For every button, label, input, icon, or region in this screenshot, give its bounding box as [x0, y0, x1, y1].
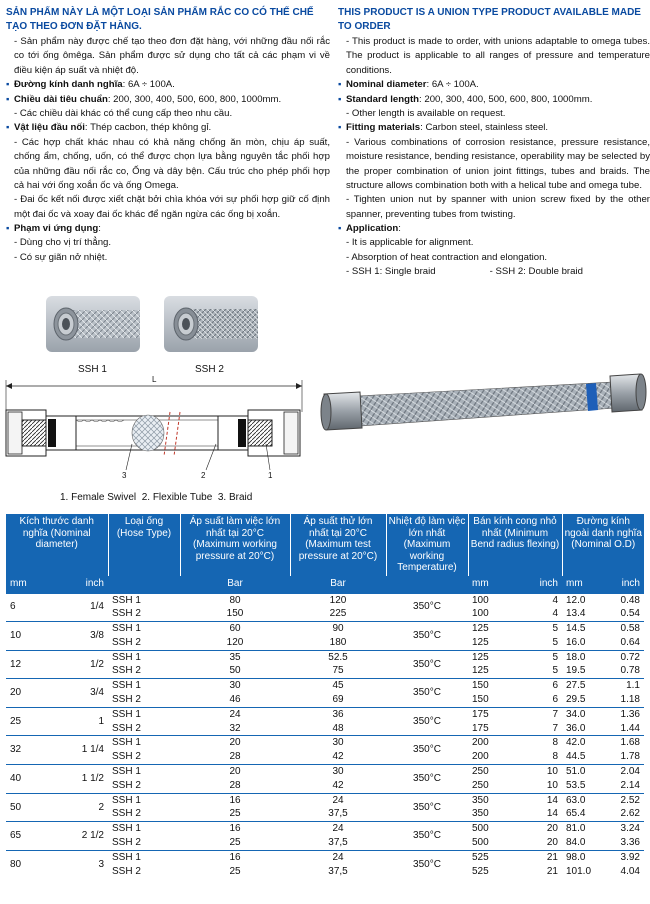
en-material: ▪ Fitting materials: Carbon steel, stainless steel.: [338, 121, 650, 135]
en-intro: - This product is made to order, with unions adaptable to omega tubes. The product is applicable to all ranges of pressure and temperature conditions.: [346, 36, 650, 76]
col-header-hose: Loại ống (Hose Type): [108, 514, 180, 576]
col-header-bend-radius: Bán kính cong nhỏ nhất (Minimum Bend radius flexing): [468, 514, 562, 576]
ssh1-hose-closeup: [46, 296, 140, 352]
bullet-icon: ▪: [6, 93, 10, 105]
dimension-label: L: [152, 375, 157, 384]
unit-mm: mm: [468, 576, 518, 594]
en-length-note: - Other length is available on request.: [346, 107, 506, 119]
unit-bar: Bar: [180, 576, 290, 594]
table-row: 10 3/8 SSH 1 60 90 350°C 125 5 14.5 0.58: [6, 622, 644, 636]
table-subheader-row: [6, 576, 644, 594]
table-row: SSH 2 150 225 100 4 13.4 0.54: [112, 608, 640, 620]
col-header-od: Đường kính ngoài danh nghĩa (Nominal O.D): [562, 514, 644, 576]
callout-1: 1: [268, 471, 273, 480]
bullet-icon: ▪: [6, 223, 10, 235]
table-row: 12 1/2 SSH 1 35 52.5 350°C 125 5 18.0 0.72: [6, 650, 644, 664]
vn-material-note2: - Đai ốc kết nối được xiết chặt bởi chìa khóa với sự phối hợp giữ cố định một đai ốc và xoay đai ốc khác để ngăn ngừa các ống bị xoắn.: [14, 194, 330, 220]
vn-application: ▪ Phạm vi ứng dụng:: [6, 222, 330, 236]
table-row: SSH 2 25 37,5 525 21 101.0 4.04: [112, 865, 640, 877]
table-row: SSH 2 32 48 175 7 36.0 1.44: [112, 722, 640, 734]
vietnamese-column: [6, 6, 330, 265]
spec-table-body: [6, 593, 644, 878]
table-row: 6 1/4 SSH 1 80 120 350°C 100 4 12.0 0.48: [6, 593, 644, 607]
table-header-row: [6, 514, 644, 576]
vn-material-note1: - Các hợp chất khác nhau có khả năng chống ăn mòn, chịu áp suất, chống ẩm, chống, uốn, có thể được chọn lựa bằng nguyên tắc phối hợp của những đầu nối rắc co, Ống và dây bện. Cấu trúc cho phép phối hợp cả hai với ống xoắn ốc và ống Omega.: [14, 136, 330, 191]
vn-length-note: - Các chiều dài khác có thể cung cấp theo nhu cầu.: [14, 107, 233, 119]
en-length: ▪ Standard length: 200, 300, 400, 500, 600, 800, 1000mm.: [338, 93, 650, 107]
ssh1-photo: [46, 296, 140, 352]
col-header-size: Kích thước danh nghĩa (Nominal diameter): [6, 514, 108, 576]
hose-drawing: [4, 372, 304, 482]
bullet-icon: ▪: [6, 122, 10, 134]
hose-product-photo: [318, 364, 648, 444]
unit-inch: inch: [62, 576, 108, 594]
spec-table: [6, 514, 644, 878]
bullet-icon: ▪: [338, 79, 342, 91]
table-row: 50 2 SSH 1 16 24 350°C 350 14 63.0 2.52: [6, 793, 644, 807]
vn-app2: - Có sự giãn nở nhiệt.: [14, 251, 108, 263]
vn-material: ▪ Vật liệu đầu nối: Thép cacbon, thép không gỉ.: [6, 121, 330, 135]
en-nominal: ▪ Nominal diameter: 6A ÷ 100A.: [338, 78, 650, 92]
col-header-temperature: Nhiệt độ làm việc lớn nhất (Maximum working Temperature): [386, 514, 468, 576]
en-title: THIS PRODUCT IS A UNION TYPE PRODUCT AVAILABLE MADE TO ORDER: [338, 7, 641, 32]
table-row: SSH 2 50 75 125 5 19.5 0.78: [112, 665, 640, 677]
table-row: SSH 2 46 69 150 6 29.5 1.18: [112, 694, 640, 706]
en-braid-types: - SSH 1: Single braid - SSH 2: Double braid: [346, 266, 583, 278]
ssh1-label: SSH 1: [78, 364, 107, 375]
en-material-note1: - Various combinations of corrosion resistance, pressure resistance, moisture resistance, bending resistance, operability may be selected by the proper combination of union joint fittings, tubes and braids. The structure allows combination both with a helical tube and omega tube.: [346, 136, 650, 191]
description-columns: [6, 6, 650, 300]
flexible-hose-image: [318, 364, 648, 444]
vn-app1: - Dùng cho vị trí thẳng.: [14, 237, 112, 249]
ssh2-label: SSH 2: [195, 364, 224, 375]
table-row: SSH 2 120 180 125 5 16.0 0.64: [112, 636, 640, 648]
table-row: SSH 2 25 37,5 350 14 65.4 2.62: [112, 808, 640, 820]
table-row: 25 1 SSH 1 24 36 350°C 175 7 34.0 1.36: [6, 707, 644, 721]
vn-intro: - Sản phẩm này được chế tạo theo đơn đặt hàng, với những đầu nối rắc co tới ống ômêga. Sản phẩm được sử dụng cho tất cả các phạm vi về điều kiện áp suất và nhiệt độ.: [14, 36, 330, 76]
table-row: 20 3/4 SSH 1 30 45 350°C 150 6 27.5 1.1: [6, 679, 644, 693]
table-row: SSH 2 28 42 250 10 53.5 2.14: [112, 779, 640, 791]
en-app1: - It is applicable for alignment.: [346, 237, 474, 249]
ssh2-photo: [164, 296, 258, 352]
vn-nominal: ▪ Đường kính danh nghĩa: 6A ÷ 100A.: [6, 78, 330, 92]
unit-mm: mm: [6, 576, 62, 594]
callout-3: 3: [122, 471, 127, 480]
en-application: ▪ Application:: [338, 222, 650, 236]
table-row: SSH 2 28 42 200 8 44.5 1.78: [112, 751, 640, 763]
table-row: SSH 2 25 37,5 500 20 84.0 3.36: [112, 837, 640, 849]
col-header-working-pressure: Áp suất làm việc lớn nhất tại 20°C (Maximum working pressure at 20°C): [180, 514, 290, 576]
bullet-icon: ▪: [338, 223, 342, 235]
bullet-icon: ▪: [338, 93, 342, 105]
english-column: [338, 6, 650, 280]
col-header-test-pressure: Áp suất thử lớn nhất tại 20°C (Maximum test pressure at 20°C): [290, 514, 386, 576]
table-row: 32 1 1/4 SSH 1 20 30 350°C 200 8 42.0 1.68: [6, 736, 644, 750]
table-row: 65 2 1/2 SSH 1 16 24 350°C 500 20 81.0 3.24: [6, 822, 644, 836]
en-material-note2: - Tighten union nut by spanner with union screw fixed by the other spanner, preventing tubes from twisting.: [346, 194, 650, 220]
unit-bar: Bar: [290, 576, 386, 594]
bullet-icon: ▪: [6, 79, 10, 91]
unit-mm: mm: [562, 576, 608, 594]
callout-2: 2: [201, 471, 206, 480]
unit-inch: inch: [608, 576, 644, 594]
diagram-caption: 1. Female Swivel 2. Flexible Tube 3. Braid: [60, 492, 253, 503]
en-app2: - Absorption of heat contraction and elongation.: [346, 251, 548, 263]
vn-length: ▪ Chiều dài tiêu chuẩn: 200, 300, 400, 500, 600, 800, 1000mm.: [6, 93, 330, 107]
cutaway-diagram: [4, 372, 304, 482]
unit-inch: inch: [518, 576, 562, 594]
ssh2-hose-closeup: [164, 296, 258, 352]
table-row: 40 1 1/2 SSH 1 20 30 350°C 250 10 51.0 2.04: [6, 765, 644, 779]
table-row: 80 3 SSH 1 16 24 350°C 525 21 98.0 3.92: [6, 850, 644, 864]
bullet-icon: ▪: [338, 122, 342, 134]
vn-title: SẢN PHẨM NÀY LÀ MỘT LOẠI SẢN PHẨM RẮC CO CÓ THỂ CHẾ TẠO THEO ĐƠN ĐẶT HÀNG.: [6, 7, 314, 32]
